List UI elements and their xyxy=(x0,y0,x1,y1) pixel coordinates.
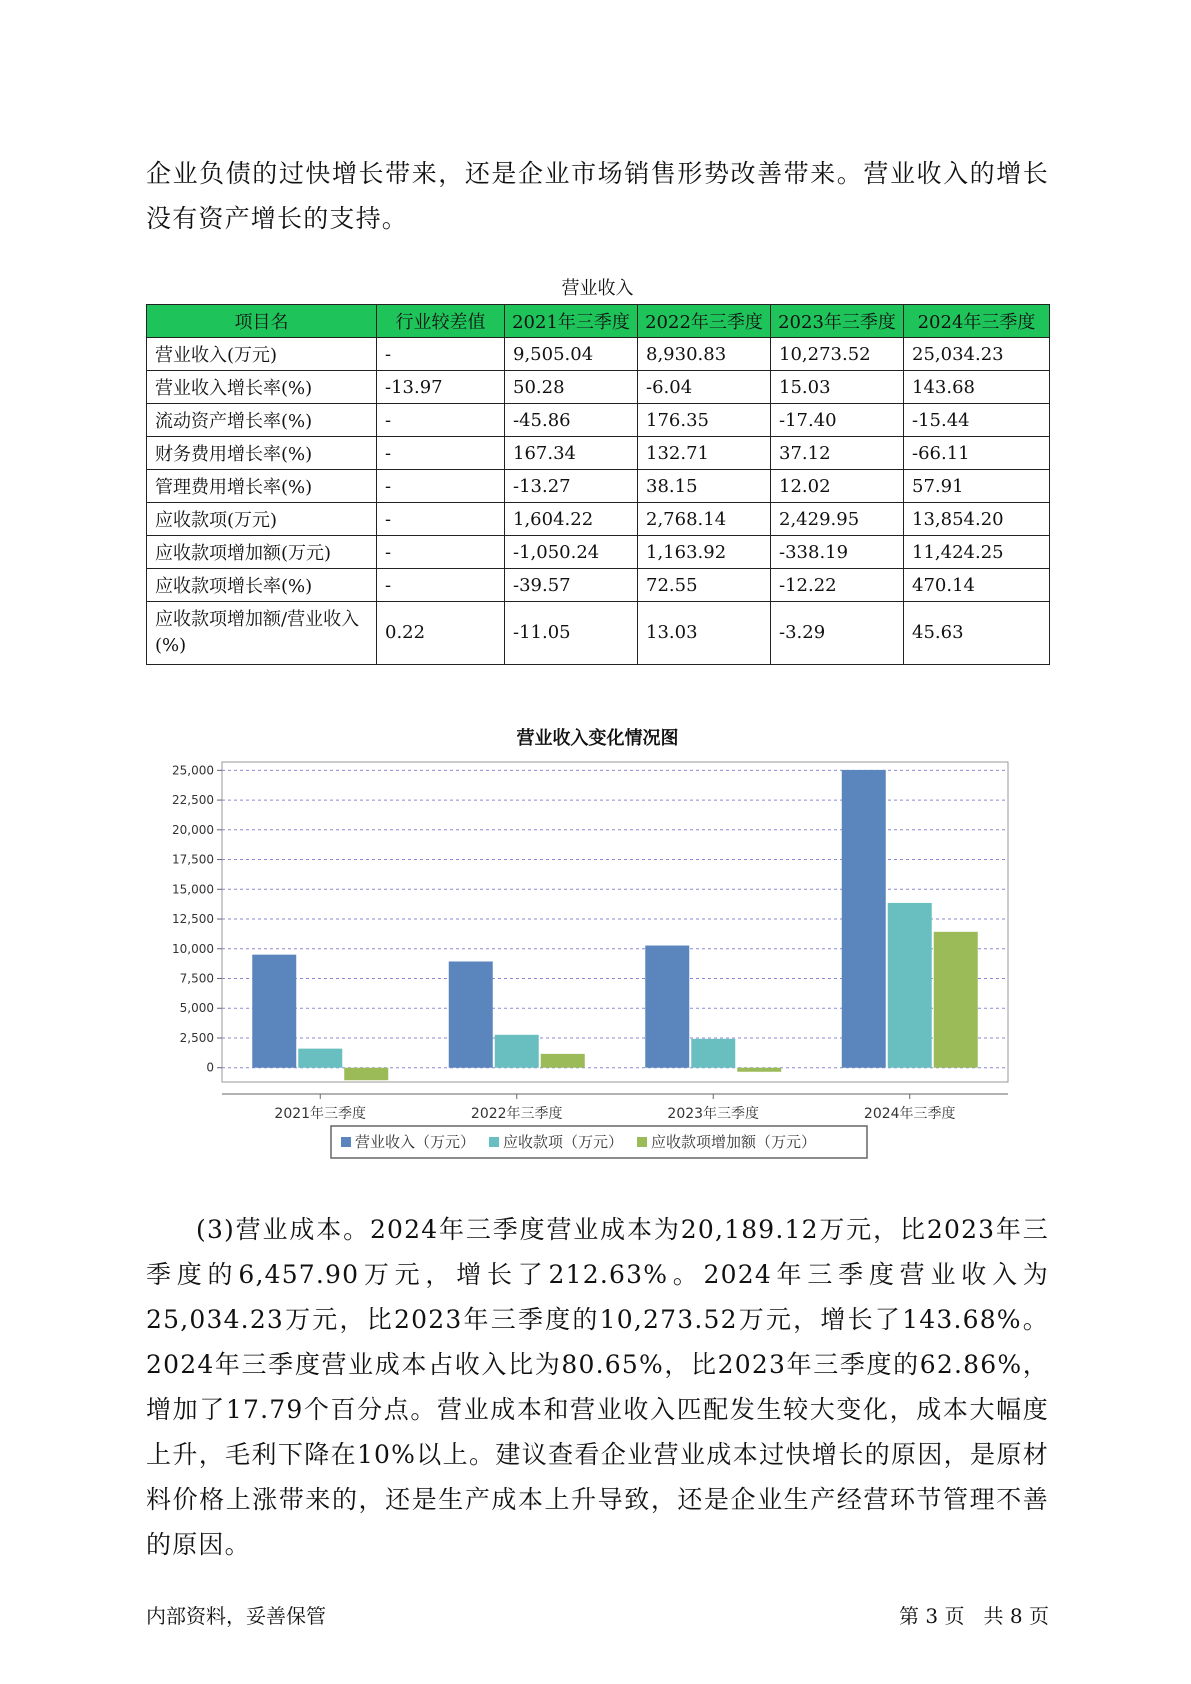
bar xyxy=(541,1054,585,1068)
table-cell: 11,424.25 xyxy=(904,536,1050,569)
table-cell: 1,163.92 xyxy=(638,536,771,569)
table-row xyxy=(147,503,1050,536)
y-tick-label: 22,500 xyxy=(172,793,214,808)
y-tick-label: 7,500 xyxy=(179,971,214,986)
y-tick-label: 12,500 xyxy=(172,912,214,927)
table-row xyxy=(147,602,1050,665)
table-cell: -11.05 xyxy=(505,602,638,665)
table-header-cell: 2024年三季度 xyxy=(904,305,1050,338)
x-tick-label: 2022年三季度 xyxy=(470,1106,563,1122)
table-row xyxy=(147,338,1050,371)
row-label: 管理费用增长率(%) xyxy=(147,470,377,503)
table-row xyxy=(147,371,1050,404)
row-label: 营业收入增长率(%) xyxy=(147,371,377,404)
row-label: 财务费用增长率(%) xyxy=(147,437,377,470)
table-cell: 2,429.95 xyxy=(771,503,904,536)
table-header-cell: 2022年三季度 xyxy=(638,305,771,338)
bar xyxy=(691,1039,735,1068)
bar xyxy=(298,1049,342,1068)
table-cell: 143.68 xyxy=(904,371,1050,404)
y-tick-label: 2,500 xyxy=(179,1030,214,1045)
bar xyxy=(934,932,978,1068)
table-body xyxy=(147,338,1050,665)
table-cell: -6.04 xyxy=(638,371,771,404)
bar xyxy=(737,1068,781,1072)
table-cell: 37.12 xyxy=(771,437,904,470)
row-label: 流动资产增长率(%) xyxy=(147,404,377,437)
table-caption: 营业收入 xyxy=(561,278,634,299)
table-cell: -338.19 xyxy=(771,536,904,569)
legend-label: 应收款项增加额（万元） xyxy=(651,1133,817,1151)
table-cell: - xyxy=(377,470,505,503)
y-tick-label: 0 xyxy=(206,1060,214,1075)
row-label: 应收款项增加额/营业收入(%) xyxy=(147,602,377,665)
table-cell: -15.44 xyxy=(904,404,1050,437)
table-row xyxy=(147,536,1050,569)
bar xyxy=(252,955,296,1068)
x-tick-label: 2021年三季度 xyxy=(274,1106,367,1122)
table-cell: - xyxy=(377,437,505,470)
bar xyxy=(842,770,886,1068)
table-cell: 13.03 xyxy=(638,602,771,665)
table-cell: 25,034.23 xyxy=(904,338,1050,371)
table-cell: -39.57 xyxy=(505,569,638,602)
table-cell: -17.40 xyxy=(771,404,904,437)
legend-label: 应收款项（万元） xyxy=(503,1133,624,1151)
paragraph-continuation: 企业负债的过快增长带来，还是企业市场销售形势改善带来。营业收入的增长没有资产增长的支持。 xyxy=(146,159,1049,233)
table-cell: 15.03 xyxy=(771,371,904,404)
table-cell: -13.27 xyxy=(505,470,638,503)
chart-title: 营业收入变化情况图 xyxy=(516,728,679,749)
legend-swatch xyxy=(341,1137,351,1147)
table-cell: - xyxy=(377,404,505,437)
y-tick-label: 10,000 xyxy=(172,941,214,956)
legend-label: 营业收入（万元） xyxy=(355,1133,476,1151)
bar xyxy=(645,946,689,1068)
table-cell: 470.14 xyxy=(904,569,1050,602)
table-cell: -3.29 xyxy=(771,602,904,665)
footer-confidential: 内部资料，妥善保管 xyxy=(146,1604,326,1628)
table-cell: 45.63 xyxy=(904,602,1050,665)
table-cell: 176.35 xyxy=(638,404,771,437)
table-cell: -45.86 xyxy=(505,404,638,437)
bar xyxy=(344,1068,388,1080)
table-header-cell: 2023年三季度 xyxy=(771,305,904,338)
bar xyxy=(449,961,493,1067)
table-cell: - xyxy=(377,569,505,602)
table-cell: 2,768.14 xyxy=(638,503,771,536)
table-header-cell: 项目名 xyxy=(147,305,377,338)
table-cell: 38.15 xyxy=(638,470,771,503)
y-tick-label: 15,000 xyxy=(172,882,214,897)
row-label: 应收款项(万元) xyxy=(147,503,377,536)
y-tick-label: 17,500 xyxy=(172,852,214,867)
table-cell: -13.97 xyxy=(377,371,505,404)
table-cell: 1,604.22 xyxy=(505,503,638,536)
page-number: 第 3 页 共 8 页 xyxy=(899,1604,1049,1628)
legend-swatch xyxy=(637,1137,647,1147)
table-header-cell: 2021年三季度 xyxy=(505,305,638,338)
table-cell: - xyxy=(377,503,505,536)
table-cell: 8,930.83 xyxy=(638,338,771,371)
row-label: 应收款项增长率(%) xyxy=(147,569,377,602)
paragraph-operating-cost: (3)营业成本。2024年三季度营业成本为20,189.12万元，比2023年三季度的6,457.90万元，增长了212.63%。2024年三季度营业收入为25,034.23万元，比2023年三季度的10,273.52万元，增长了143.68%。2024年三季度营业成本占收入比为80.65%，比2023年三季度的62.86%，增加了17.79个百分点。营业成本和营业收入匹配发生较大变化，成本大幅度上升，毛利下降在10%以上。建议查看企业营业成本过快增长的原因，是原材料价格上涨带来的，还是生产成本上升导致，还是企业生产经营环节管理不善的原因。 xyxy=(146,1215,1049,1559)
table-row xyxy=(147,470,1050,503)
table-cell: 167.34 xyxy=(505,437,638,470)
table-cell: 132.71 xyxy=(638,437,771,470)
table-cell: - xyxy=(377,338,505,371)
table-cell: - xyxy=(377,536,505,569)
table-cell: -12.22 xyxy=(771,569,904,602)
y-tick-label: 5,000 xyxy=(179,1001,214,1016)
table-cell: 9,505.04 xyxy=(505,338,638,371)
bar xyxy=(495,1035,539,1068)
bar xyxy=(888,903,932,1068)
table-cell: -66.11 xyxy=(904,437,1050,470)
x-tick-label: 2024年三季度 xyxy=(863,1106,956,1122)
y-tick-label: 25,000 xyxy=(172,763,214,778)
table-header-cell: 行业较差值 xyxy=(377,305,505,338)
revenue-bar-chart xyxy=(146,752,1049,1172)
table-row xyxy=(147,569,1050,602)
table-cell: 50.28 xyxy=(505,371,638,404)
table-row xyxy=(147,404,1050,437)
x-tick-label: 2023年三季度 xyxy=(667,1106,760,1122)
row-label: 营业收入(万元) xyxy=(147,338,377,371)
table-cell: 12.02 xyxy=(771,470,904,503)
legend-swatch xyxy=(489,1137,499,1147)
y-tick-label: 20,000 xyxy=(172,822,214,837)
row-label: 应收款项增加额(万元) xyxy=(147,536,377,569)
table-cell: 10,273.52 xyxy=(771,338,904,371)
table-row xyxy=(147,437,1050,470)
table-header-row xyxy=(147,305,1050,338)
table-cell: -1,050.24 xyxy=(505,536,638,569)
table-cell: 57.91 xyxy=(904,470,1050,503)
table-cell: 13,854.20 xyxy=(904,503,1050,536)
table-cell: 0.22 xyxy=(377,602,505,665)
table-cell: 72.55 xyxy=(638,569,771,602)
revenue-table xyxy=(146,304,1050,665)
